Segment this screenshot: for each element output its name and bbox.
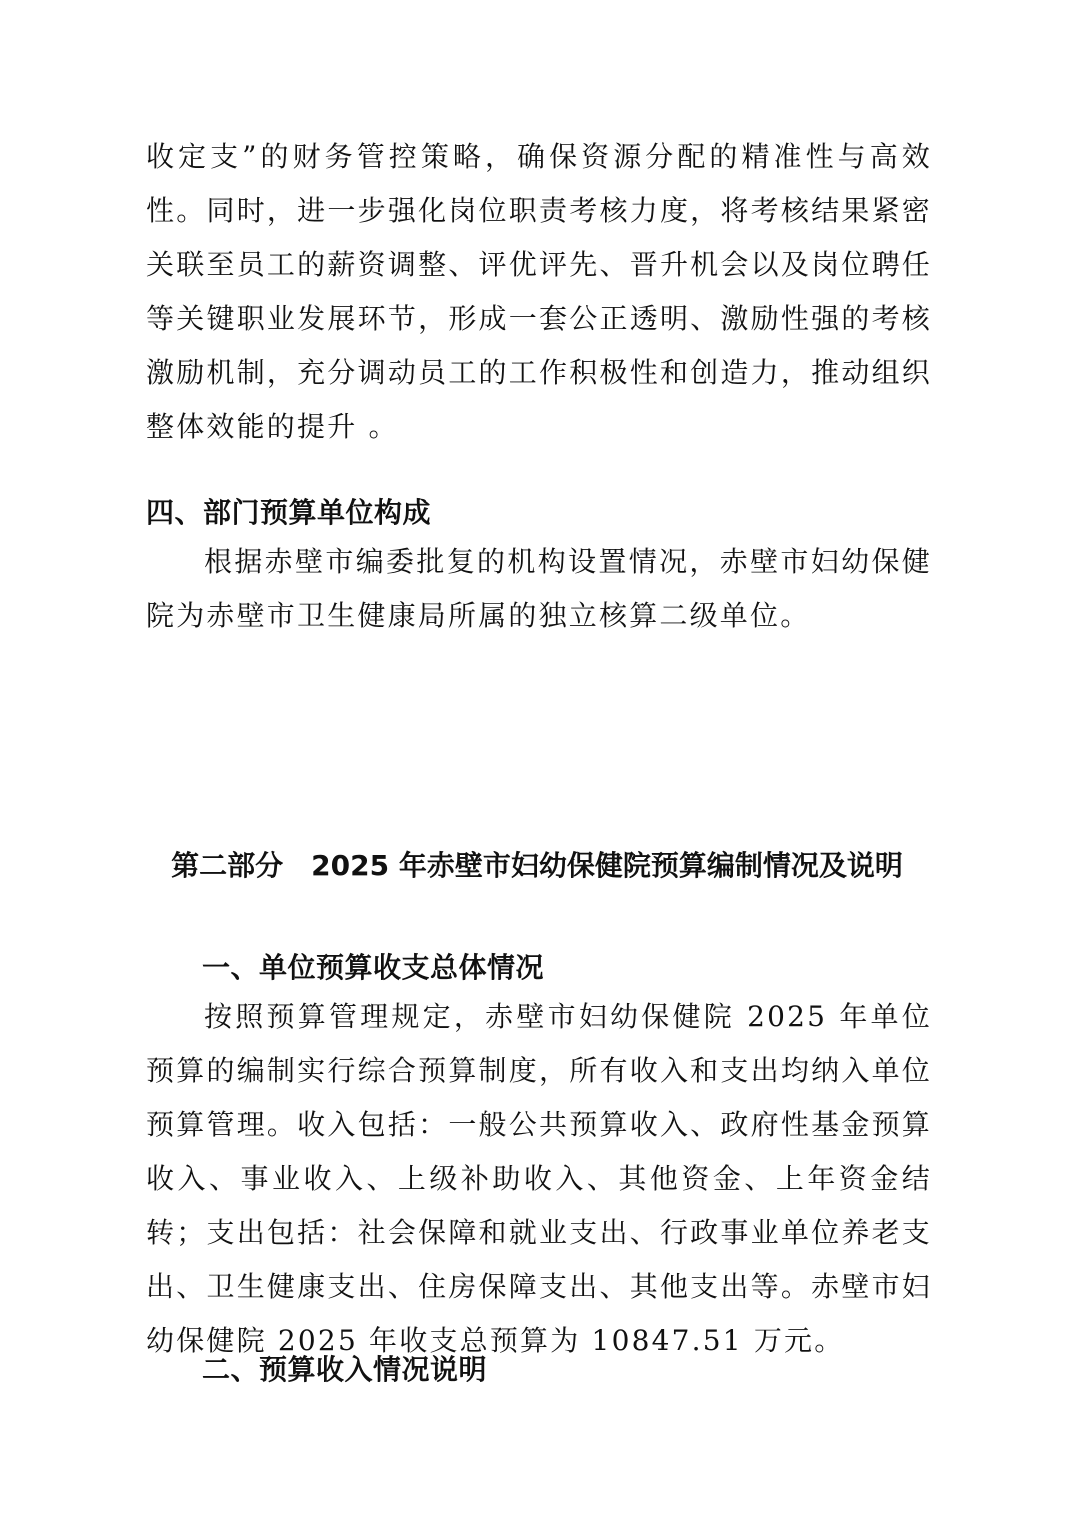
section-heading-revenue: 二、预算收入情况说明 bbox=[202, 1353, 488, 1386]
budget-units-paragraph: 根据赤壁市编委批复的机构设置情况，赤壁市妇幼保健院为赤壁市卫生健康局所属的独立核算二级单位。 bbox=[146, 545, 932, 632]
overall-budget-paragraph: 按照预算管理规定，赤壁市妇幼保健院 2025 年单位预算的编制实行综合预算制度，所有收入和支出均纳入单位预算管理。收入包括：一般公共预算收入、政府性基金预算收入、事业收入、上级补助收入、其他资金、上年资金结转；支出包括：社会保障和就业支出、行政事业单位养老支出、卫生健康支出、住房保障支出、其他支出等。赤壁市妇幼保健院 2025 年收支总预算为 10847.51 万元。 bbox=[146, 1000, 932, 1357]
part-two-title: 第二部分 2025 年赤壁市妇幼保健院预算编制情况及说明 bbox=[171, 849, 903, 882]
section-heading-overall-budget: 一、单位预算收支总体情况 bbox=[202, 951, 545, 984]
continuation-paragraph: 收定支”的财务管控策略，确保资源分配的精准性与高效性。同时，进一步强化岗位职责考核力度，将考核结果紧密关联至员工的薪资调整、评优评先、晋升机会以及岗位聘任等关键职业发展环节，形成一套公正透明、激励性强的考核激励机制，充分调动员工的工作积极性和创造力，推动组织整体效能的提升 。 bbox=[146, 140, 932, 443]
section-heading-budget-units: 四、部门预算单位构成 bbox=[146, 496, 432, 529]
